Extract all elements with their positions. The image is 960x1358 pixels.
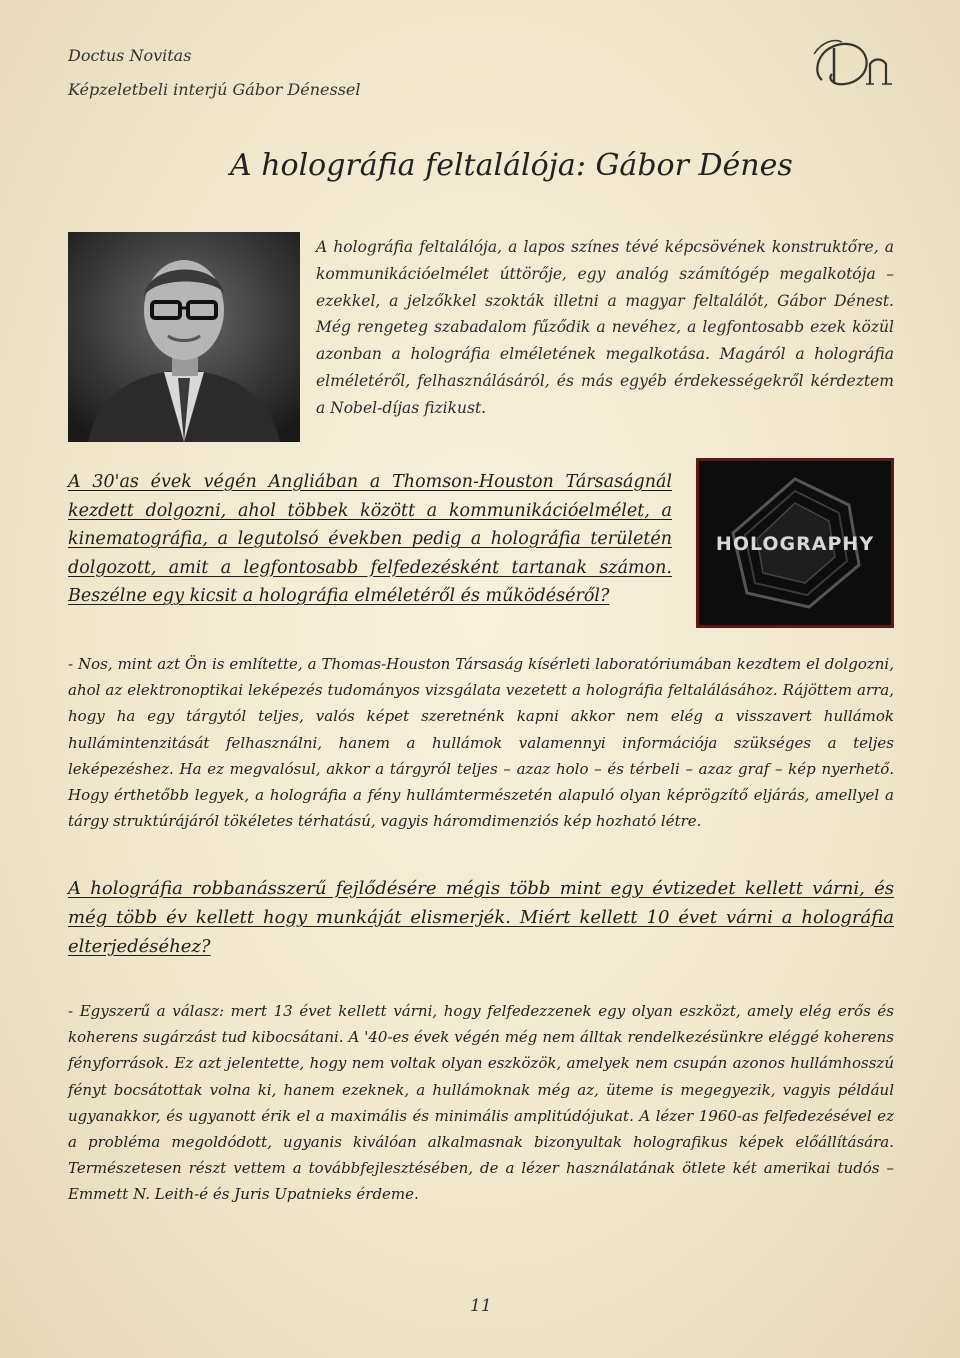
- magazine-logo: [808, 34, 904, 96]
- question-2: A holográfia robbanásszerű fejlődésére mégis több mint egy évtizedet kellett várni, és még több év kellett hogy munkáját elismerjék. Miért kellett 10 évet várni a holográfia elterjedéséhez?: [68, 878, 894, 957]
- article-subtitle: Képzeletbeli interjú Gábor Dénessel: [68, 80, 361, 99]
- page-number: 11: [470, 1296, 492, 1316]
- intro-paragraph: A holográfia feltalálója, a lapos színes tévé képcsövének konstruktőre, a kommunikációelmélet úttörője, egy analóg számítógép megalkotója – ezekkel, a jelzőkkel szokták illetni a magyar feltalálót, Gábor Dénest. Még rengeteg szabadalom fűződik a nevéhez, a legfontosabb ezek közül azonban a holográfia elméletének megalkotása. Magáról a holográfia elméletéről, felhasználásáról, és más egyéb érdekességekről kérdeztem a Nobel-díjas fizikust.: [316, 238, 894, 417]
- magazine-name: Doctus Novitas: [68, 46, 192, 65]
- answer-2: - Egyszerű a válasz: mert 13 évet kellett várni, hogy felfedezzenek egy olyan eszközt, amely elég erős és koherens sugárzást tud kibocsátani. A '40-es évek végén még nem álltak rendelkezésünkre eléggé koherens fényforrások. Ez azt jelentette, hogy nem voltak olyan eszközök, amelyek nem csupán azonos hullámhosszú fényt bocsátottak volna ki, hanem ezeknek, a hullámoknak még az, üteme is megegyezik, vagyis például ugyanakkor, és ugyanott érik el a maximális és minimális amplitúdójukat. A lézer 1960-as felfedezésével ez a probléma megoldódott, ugyanis kiválóan alkalmasnak bizonyultak holografikus képek előállítására. Természetesen részt vettem a továbbfejlesztésében, de a lézer használatának ötlete két amerikai tudós – Emmett N. Leith-é és Juris Upatnieks érdeme.: [68, 1002, 894, 1204]
- answer-1: - Nos, mint azt Ön is említette, a Thomas-Houston Társaság kísérleti laboratóriumában kezdtem el dolgozni, ahol az elektronoptikai leképezés tudományos vizsgálata vezetett a holográfia feltalálásához. Rájöttem arra, hogy ha egy tárgytól teljes, valós képet szeretnénk kapni akkor nem elég a visszavert hullámok hullámintenzitását felhasználni, hanem a hullámok valamennyi információja szükséges a teljes leképezéshez. Ha ez megvalósul, akkor a tárgyról teljes – azaz holo – és térbeli – azaz graf – kép nyerhető. Hogy érthetőbb legyek, a holográfia a fény hullámtermészetén alapuló olyan képrögzítő eljárás, amellyel a tárgy struktúrájáról tökéletes térhatású, vagyis háromdimenziós kép hozható létre.: [68, 655, 894, 831]
- portrait-photo: [68, 232, 300, 442]
- question-1: A 30'as évek végén Angliában a Thomson-Houston Társaságnál kezdett dolgozni, ahol többek között a kommunikációelmélet, a kinematográfia, a legutolsó években pedig a holográfia területén dolgozott, amit a legfontosabb felfedezésként tartanak számon. Beszélne egy kicsit a holográfia elméletéről és működéséről?: [68, 472, 672, 607]
- holography-image: [696, 458, 894, 628]
- holography-label: HOLOGRAPHY: [715, 533, 875, 555]
- article-title: A holográfia feltalálója: Gábor Dénes: [230, 148, 793, 183]
